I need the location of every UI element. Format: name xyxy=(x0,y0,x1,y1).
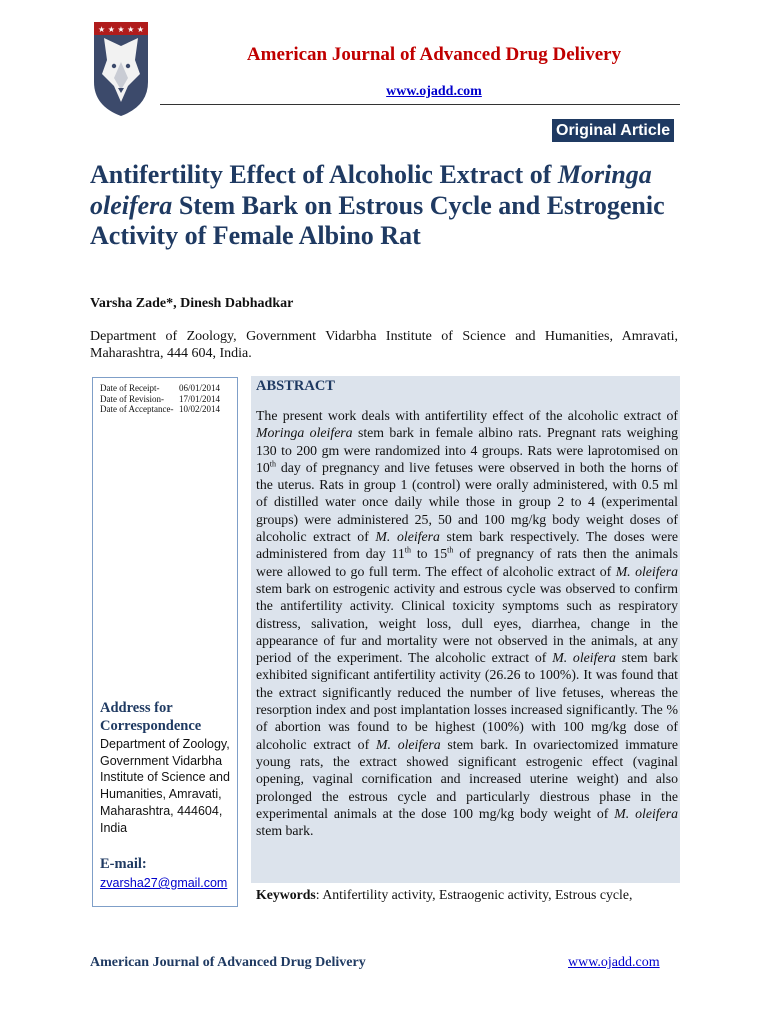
authors: Varsha Zade*, Dinesh Dabhadkar xyxy=(90,296,294,311)
date-value: 06/01/2014 xyxy=(179,383,221,393)
title-part-1: Antifertility Effect of Alcoholic Extract of xyxy=(90,160,552,189)
svg-text:★ ★ ★ ★ ★: ★ ★ ★ ★ ★ xyxy=(97,25,145,34)
date-value: 10/02/2014 xyxy=(179,404,221,414)
date-revision xyxy=(100,394,220,405)
title-part-2: Stem Bark on Estrous Cycle and Estrogenic Activity of Female Albino Rat xyxy=(90,190,665,250)
affiliation: Department of Zoology, Government Vidarbha Institute of Science and Humanities, Amravati, Maharashtra, 444 604, India. xyxy=(90,329,678,361)
date-acceptance xyxy=(100,404,220,415)
date-value: 17/01/2014 xyxy=(179,393,221,404)
correspondence-address: Department of Zoology, Government Vidarbha Institute of Science and Humanities, Amravati, Maharashtra, 444604, India xyxy=(100,737,230,835)
keywords-line xyxy=(256,887,680,903)
keywords-text: : Antifertility activity, Estraogenic activity, Estrous cycle, xyxy=(315,887,633,902)
journal-url-link[interactable]: www.ojadd.com xyxy=(386,84,482,99)
title-species: Moringa oleifera xyxy=(90,160,652,220)
article-title xyxy=(90,160,690,252)
footer-journal-name: American Journal of Advanced Drug Delivery xyxy=(90,955,366,970)
email-link[interactable]: zvarsha27@gmail.com xyxy=(100,876,228,890)
journal-logo-icon xyxy=(92,20,150,118)
article-type-badge: Original Article xyxy=(552,119,674,142)
abstract-heading: ABSTRACT xyxy=(256,378,335,394)
date-label: Date of Revision- xyxy=(100,393,164,404)
header-divider xyxy=(160,104,680,105)
date-label: Date of Receipt- xyxy=(100,383,160,393)
journal-title: American Journal of Advanced Drug Delivery xyxy=(246,44,622,65)
keywords-label: Keywords xyxy=(256,887,316,902)
article-dates xyxy=(100,383,220,415)
date-receipt xyxy=(100,383,220,394)
email-heading: E-mail: xyxy=(100,856,147,872)
abstract-text: The present work deals with antifertility effect of the alcoholic extract of Moringa oleifera stem bark in female albino rats. Pregnant rats weighing 130 to 200 gm were randomized into 4 groups. Rats were laprotomised on 10th day of pregnancy and live fetuses were observed in both the horns of the uterus. Rats in group 1 (control) were orally administered, with 0.5 ml of distilled water once daily while those in group 2 to 4 (experimental groups) were administered 25, 50 and 100 mg/kg body weight doses of alcoholic extract of M. oleifera stem bark respectively. The doses were administered from day 11th to 15th of pregnancy of rats then the animals were allowed to go full term. The effect of alcoholic extract of M. oleifera stem bark on estrogenic activity and estrous cycle was observed to confirm the antifertility activity. Clinical toxicity symptoms such as respiratory distress, salivation, weight loss, dull eyes, diarrhea, change in the appearance of fur and mortality were not observed in the animals, at any period of the experiment. The alcoholic extract of M. oleifera stem bark exhibited significant antifertility activity (26.26 to 100%). It was found that the extract significantly reduced the number of live fetuses, whereas the resorption index and post implantation losses increased significantly. The % of abortion was found to be highest (100%) with 100 mg/kg dose of alcoholic extract of M. oleifera stem bark. In ovariectomized immature young rats, the extract showed significant estrogenic effect (vaginal opening, vaginal cornification and increased uterine weight) and also prolonged the estrous cycle and particularly diestrous phase in the experimental animals at the dose 100 mg/kg body weight of M. oleifera stem bark. xyxy=(256,408,679,839)
correspondence-heading: Address for Correspondence xyxy=(100,700,202,734)
date-label: Date of Acceptance- xyxy=(100,404,174,414)
footer-url-link[interactable]: www.ojadd.com xyxy=(568,955,660,970)
